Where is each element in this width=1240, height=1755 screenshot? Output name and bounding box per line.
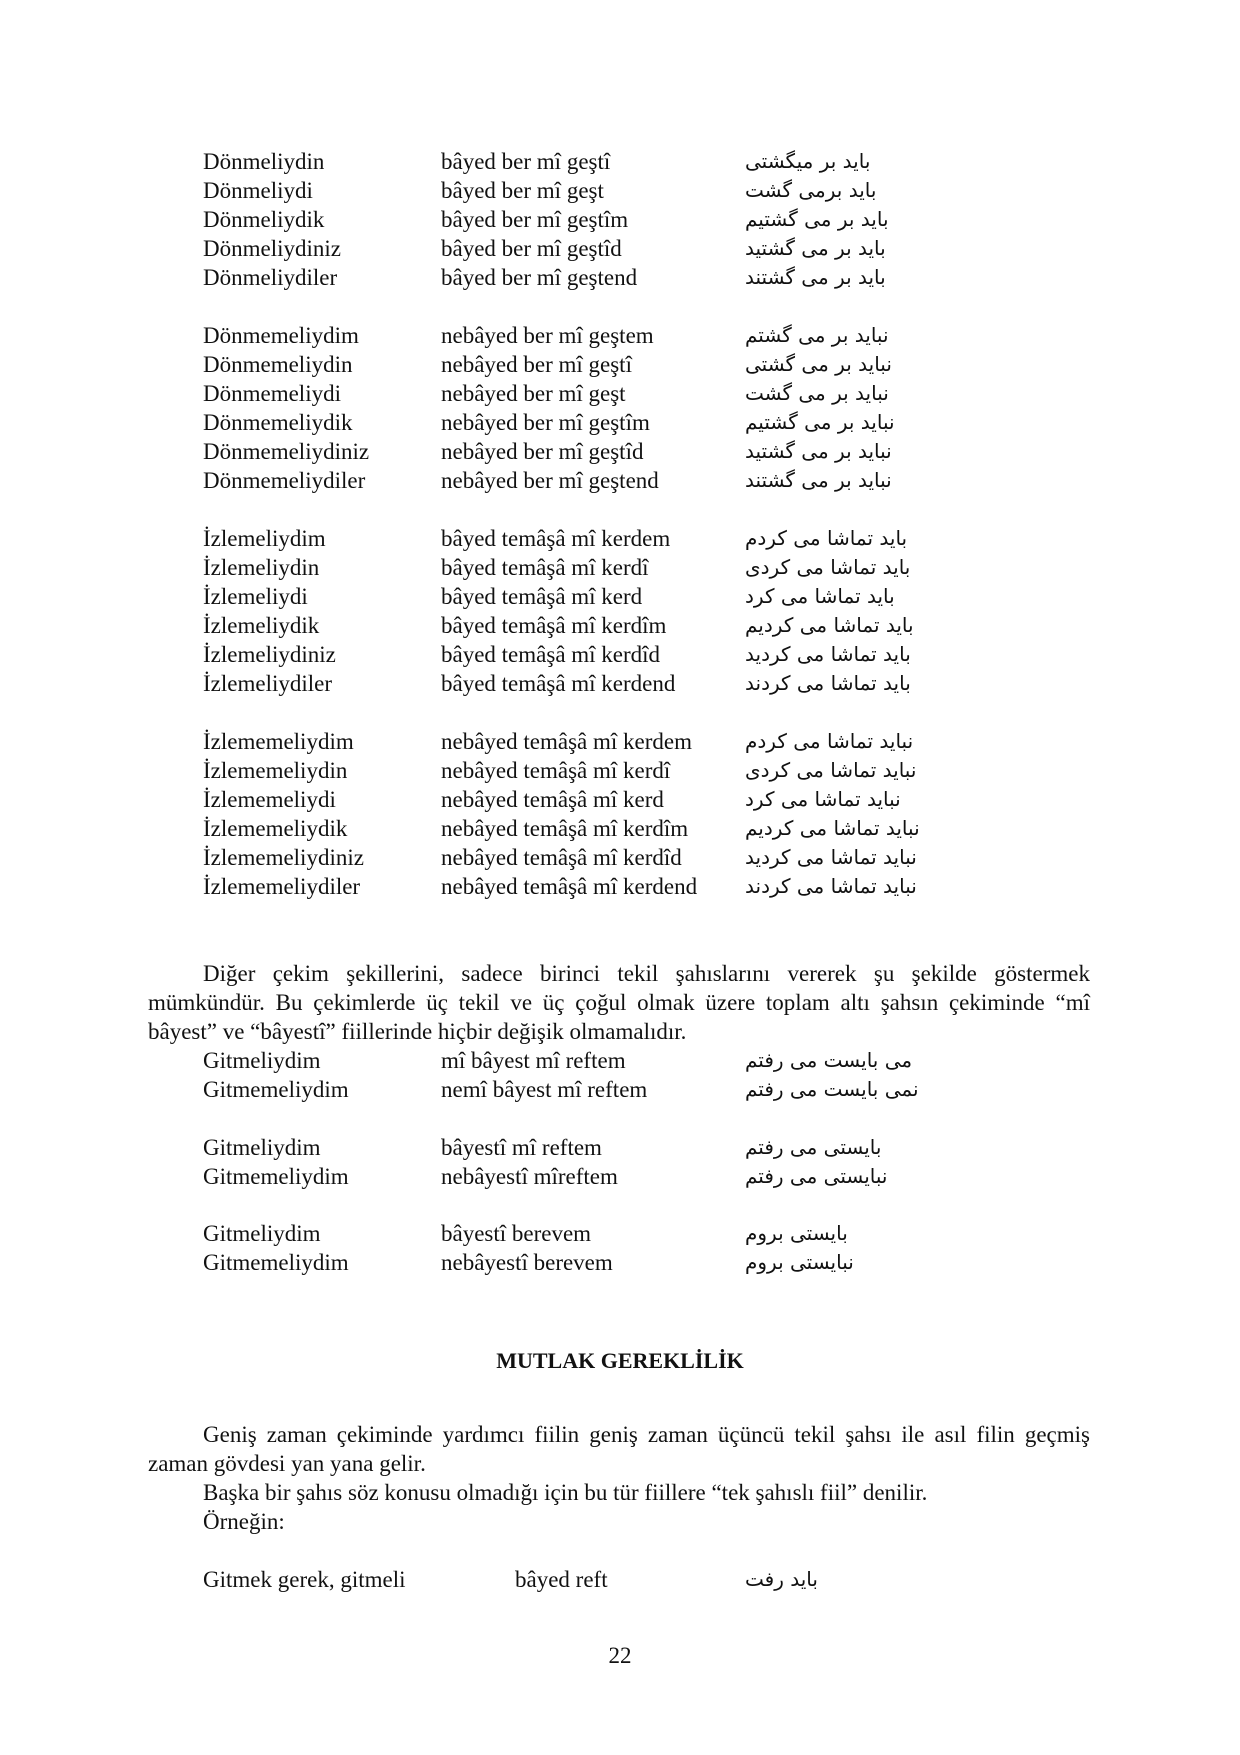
persian-form: نباید تماشا می کردی [745, 758, 917, 782]
turkish-form: Dönmemeliydin [203, 352, 353, 377]
turkish-form: İzlememeliydiniz [203, 845, 364, 870]
turkish-form: Dönmemeliydik [203, 410, 353, 435]
persian-form: نمی بایست می رفتم [745, 1077, 919, 1101]
persian-form: باید تماشا می کردیم [745, 613, 914, 637]
turkish-form: İzlemeliydiniz [203, 642, 336, 667]
turkish-form: Gitmek gerek, gitmeli [203, 1567, 406, 1592]
turkish-form: İzlemeliydi [203, 584, 308, 609]
body-line: Başka bir şahıs söz konusu olmadığı için bu tür fiillere “tek şahıslı fiil” denilir. [203, 1480, 928, 1505]
turkish-form: Gitmemeliydim [203, 1250, 349, 1275]
transliteration: bâyed temâşâ mî kerdîd [441, 642, 661, 667]
section-heading: MUTLAK GEREKLİLİK [496, 1348, 744, 1373]
transliteration: bâyestî berevem [441, 1221, 592, 1246]
persian-form: بایستی بروم [745, 1221, 848, 1245]
turkish-form: Dönmeliydi [203, 178, 313, 203]
turkish-form: Dönmeliydik [203, 207, 325, 232]
body-paragraph: Geniş zaman çekiminde yardımcı fiilin geniş zaman üçüncü tekil şahsı ile asıl filin geçmiş zaman gövdesi yan yana gelir. [148, 1422, 1090, 1476]
persian-form: باید بر می گشتند [745, 265, 886, 289]
transliteration: nebâyestî berevem [441, 1250, 613, 1275]
turkish-form: İzlememeliydiler [203, 874, 361, 899]
turkish-form: Dönmemeliydi [203, 381, 341, 406]
persian-form: نباید تماشا می کردیم [745, 816, 920, 840]
transliteration: nebâyed temâşâ mî kerdîd [441, 845, 682, 870]
persian-form: نباید تماشا می کرد [745, 787, 901, 811]
body-line: Örneğin: [203, 1509, 285, 1534]
transliteration: bâyed temâşâ mî kerdem [441, 526, 671, 551]
persian-form: نباید تماشا می کردید [745, 845, 917, 869]
turkish-form: Gitmeliydim [203, 1135, 321, 1160]
transliteration: nebâyestî mîreftem [441, 1164, 618, 1189]
turkish-form: İzlememeliydi [203, 787, 336, 812]
turkish-form: Dönmemeliydiler [203, 468, 366, 493]
persian-form: نباید تماشا می کردند [745, 874, 917, 898]
transliteration: bâyed temâşâ mî kerdî [441, 555, 649, 580]
transliteration: nebâyed temâşâ mî kerd [441, 787, 664, 812]
persian-form: باید تماشا می کردم [745, 526, 908, 550]
turkish-form: İzlemeliydik [203, 613, 320, 638]
body-paragraph: Diğer çekim şekillerini, sadece birinci tekil şahıslarını vererek şu şekilde göstermek mümkündür. Bu çekimlerde üç tekil ve üç çoğul olmak üzere toplam altı şahsın çekiminde “mî bâyest” ve “bâyestî” fiillerinde hiçbir değişik olmamalıdır. [148, 961, 1090, 1044]
transliteration: bâyed ber mî geştîm [441, 207, 629, 232]
transliteration: nebâyed temâşâ mî kerdî [441, 758, 671, 783]
transliteration: bâyed ber mî geştend [441, 265, 638, 290]
persian-form: باید بر می گشتید [745, 236, 886, 260]
turkish-form: Dönmeliydiniz [203, 236, 341, 261]
persian-form: نباید بر می گشت [745, 381, 889, 405]
turkish-form: Gitmemeliydim [203, 1164, 349, 1189]
transliteration: nebâyed ber mî geştî [441, 352, 632, 377]
transliteration: nemî bâyest mî reftem [441, 1077, 648, 1102]
persian-form: نبایستی می رفتم [745, 1164, 888, 1188]
transliteration: nebâyed temâşâ mî kerdîm [441, 816, 689, 841]
persian-form: باید تماشا می کردی [745, 555, 911, 579]
transliteration: nebâyed ber mî geştîd [441, 439, 644, 464]
persian-form: نباید بر می گشتم [745, 323, 889, 347]
transliteration: nebâyed temâşâ mî kerdend [441, 874, 698, 899]
transliteration: bâyed ber mî geşt [441, 178, 604, 203]
turkish-form: Dönmeliydin [203, 149, 325, 174]
persian-form: باید تماشا می کرد [745, 584, 895, 608]
persian-form: باید بر میگشتی [745, 149, 871, 173]
transliteration: mî bâyest mî reftem [441, 1048, 626, 1073]
turkish-form: İzlememeliydik [203, 816, 348, 841]
transliteration: nebâyed ber mî geşt [441, 381, 626, 406]
turkish-form: İzlememeliydim [203, 729, 354, 754]
turkish-form: Dönmemeliydiniz [203, 439, 370, 464]
turkish-form: Gitmeliydim [203, 1048, 321, 1073]
transliteration: bâyed temâşâ mî kerdend [441, 671, 676, 696]
turkish-form: İzlemeliydiler [203, 671, 332, 696]
transliteration: nebâyed ber mî geştend [441, 468, 659, 493]
transliteration: bâyestî mî reftem [441, 1135, 602, 1160]
transliteration: bâyed temâşâ mî kerdîm [441, 613, 667, 638]
transliteration: bâyed temâşâ mî kerd [441, 584, 643, 609]
persian-form: نباید تماشا می کردم [745, 729, 914, 753]
turkish-form: Dönmeliydiler [203, 265, 338, 290]
turkish-form: İzlemeliydin [203, 555, 320, 580]
turkish-form: Dönmemeliydim [203, 323, 359, 348]
page-number: 22 [608, 1643, 632, 1668]
persian-form: نبایستی بروم [745, 1250, 854, 1274]
persian-form: باید برمی گشت [745, 178, 877, 202]
persian-form: نباید بر می گشتی [745, 352, 892, 376]
turkish-form: İzlememeliydin [203, 758, 348, 783]
transliteration: nebâyed ber mî geştem [441, 323, 654, 348]
persian-form: باید رفت [745, 1567, 818, 1591]
transliteration: bâyed ber mî geştîd [441, 236, 622, 261]
persian-form: نباید بر می گشتند [745, 468, 892, 492]
persian-form: می بایست می رفتم [745, 1048, 913, 1072]
transliteration: bâyed reft [515, 1567, 608, 1592]
persian-form: باید تماشا می کردند [745, 671, 911, 695]
turkish-form: Gitmeliydim [203, 1221, 321, 1246]
transliteration: nebâyed temâşâ mî kerdem [441, 729, 692, 754]
persian-form: بایستی می رفتم [745, 1135, 882, 1159]
persian-form: باید بر می گشتیم [745, 207, 889, 231]
turkish-form: Gitmemeliydim [203, 1077, 349, 1102]
turkish-form: İzlemeliydim [203, 526, 326, 551]
persian-form: نباید بر می گشتید [745, 439, 892, 463]
persian-form: باید تماشا می کردید [745, 642, 911, 666]
transliteration: bâyed ber mî geştî [441, 149, 611, 174]
transliteration: nebâyed ber mî geştîm [441, 410, 650, 435]
persian-form: نباید بر می گشتیم [745, 410, 895, 434]
